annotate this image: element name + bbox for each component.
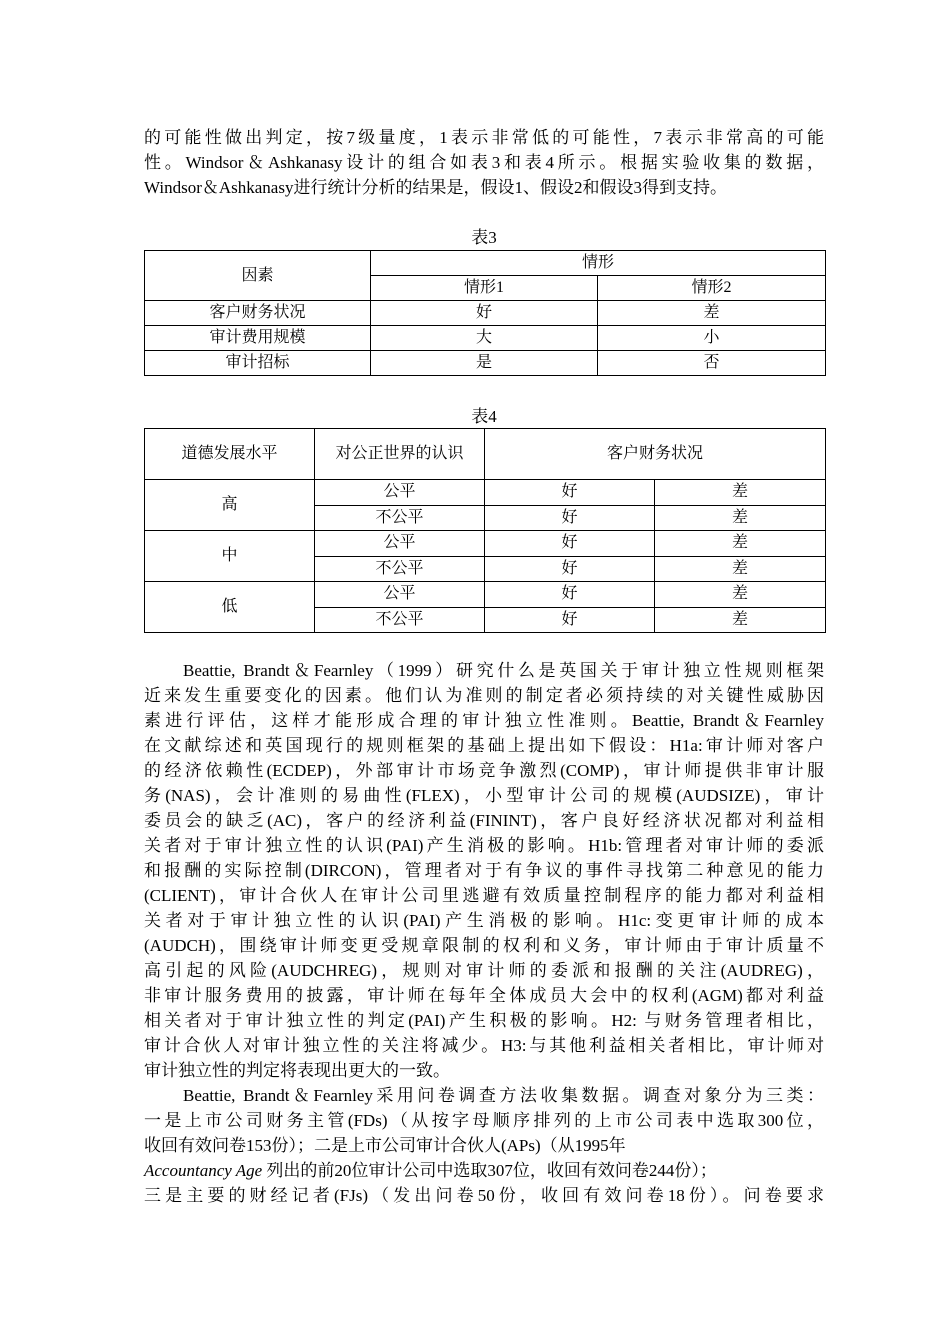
para-line: Beattie, Brandt＆Fearnley采用问卷调查方法收集数据。调查对象分为三类： — [183, 1086, 824, 1105]
table-cell: 公平 — [315, 582, 485, 608]
table-row — [145, 301, 826, 326]
para-line: 收回有效问卷153份）；二是上市公司审计合伙人(APs)（从1995年 — [144, 1136, 626, 1155]
para-line: 审计合伙人对审计独立性的关注将减少。H3:与其他利益相关者相比，审计师对 — [144, 1036, 824, 1055]
intro-line: 的可能性做出判定，按7级量度，1表示非常低的可能性，7表示非常高的可能 — [144, 128, 824, 147]
table-cell: 否 — [598, 351, 826, 376]
para-line: 委员会的缺乏(AC)，客户的经济利益(FININT)，客户良好经济状况都对利益相 — [144, 811, 824, 830]
table-cell: 小 — [598, 326, 826, 351]
table-cell: 公平 — [315, 480, 485, 506]
table-cell: 低 — [145, 582, 315, 633]
table-header: 情形2 — [598, 276, 826, 301]
table3-caption: 表3 — [471, 228, 497, 247]
table-row — [145, 351, 826, 376]
para-line-rest: 列出的前20位审计公司中选取307位，收回有效问卷244份）； — [262, 1161, 717, 1180]
para-line: (CLIENT)，审计合伙人在审计公司里逃避有效质量控制程序的能力都对利益相 — [144, 886, 824, 905]
para-line: 一是上市公司财务主管(FDs)（从按字母顺序排列的上市公司表中选取300位， — [144, 1111, 824, 1130]
para-line: 高引起的风险(AUDCHREG)，规则对审计师的委派和报酬的关注(AUDREG)， — [144, 961, 824, 980]
intro-line: Windsor＆Ashkanasy进行统计分析的结果是，假设1、假设2和假设3得到支持。 — [144, 178, 727, 197]
table4-caption: 表4 — [471, 407, 497, 426]
para-line: (AUDCH)，围绕审计师变更受规章限制的权利和义务，审计师由于审计质量不 — [144, 936, 824, 955]
table-cell: 好 — [485, 480, 655, 506]
table-cell: 公平 — [315, 531, 485, 557]
table-header: 对公正世界的认识 — [315, 429, 485, 480]
table-cell: 好 — [485, 505, 655, 531]
table-cell: 差 — [655, 607, 826, 633]
table-cell: 差 — [655, 531, 826, 557]
table-cell: 不公平 — [315, 505, 485, 531]
para-line — [144, 1158, 824, 1183]
intro-line: 性。Windsor＆Ashkanasy设计的组合如表3和表4所示。根据实验收集的数据， — [144, 153, 824, 172]
para-line: 相关者对于审计独立性的判定(PAI)产生积极的影响。H2: 与财务管理者相比， — [144, 1011, 824, 1030]
table-row — [145, 480, 826, 506]
table-row — [145, 326, 826, 351]
table-cell: 大 — [371, 326, 598, 351]
para-line: 近来发生重要变化的因素。他们认为准则的制定者必须持续的对关键性威胁因 — [144, 686, 824, 705]
para-line: 在文献综述和英国现行的规则框架的基础上提出如下假设：H1a:审计师对客户 — [144, 736, 824, 755]
para-line: 关者对于审计独立性的认识(PAI)产生消极的影响。H1b:管理者对审计师的委派 — [144, 836, 824, 855]
para-line: 的经济依赖性(ECDEP)，外部审计市场竞争激烈(COMP)，审计师提供非审计服 — [144, 761, 824, 780]
table-header: 因素 — [145, 251, 371, 301]
table-header: 客户财务状况 — [485, 429, 826, 480]
table-cell: 不公平 — [315, 556, 485, 582]
table-header: 道德发展水平 — [145, 429, 315, 480]
table-header: 情形 — [371, 251, 826, 276]
table-cell: 好 — [485, 582, 655, 608]
para-line: 关者对于审计独立性的认识(PAI)产生消极的影响。H1c:变更审计师的成本 — [144, 911, 824, 930]
table-header: 情形1 — [371, 276, 598, 301]
table-cell: 差 — [655, 480, 826, 506]
table-cell: 审计费用规模 — [145, 326, 371, 351]
table-cell: 差 — [655, 505, 826, 531]
table-cell: 好 — [371, 301, 598, 326]
para-line: Beattie, Brandt＆Fearnley（1999）研究什么是英国关于审计独立性规则框架 — [183, 661, 824, 680]
table-row — [145, 531, 826, 557]
table-cell: 好 — [485, 531, 655, 557]
table-cell: 不公平 — [315, 607, 485, 633]
table-cell: 中 — [145, 531, 315, 582]
table-cell: 好 — [485, 556, 655, 582]
table-cell: 差 — [655, 582, 826, 608]
table-cell: 高 — [145, 480, 315, 531]
table-cell: 审计招标 — [145, 351, 371, 376]
table-cell: 差 — [598, 301, 826, 326]
para-line: 审计独立性的判定将表现出更大的一致。 — [144, 1061, 450, 1080]
table-cell: 客户财务状况 — [145, 301, 371, 326]
para-line: 三是主要的财经记者(FJs)（发出问卷50份，收回有效问卷18份）。问卷要求 — [144, 1186, 824, 1205]
journal-name: Accountancy Age — [144, 1161, 263, 1180]
para-line: 非审计服务费用的披露，审计师在每年全体成员大会中的权利(AGM)都对利益 — [144, 986, 824, 1005]
table-cell: 好 — [485, 607, 655, 633]
para-line: 素进行评估，这样才能形成合理的审计独立性准则。Beattie, Brandt＆Fearnley — [144, 711, 824, 730]
table-cell: 是 — [371, 351, 598, 376]
table-4 — [144, 428, 826, 633]
table-cell: 差 — [655, 556, 826, 582]
table-3 — [144, 250, 826, 376]
para-line: 和报酬的实际控制(DIRCON)，管理者对于有争议的事件寻找第二种意见的能力 — [144, 861, 824, 880]
table-row — [145, 582, 826, 608]
para-line: 务(NAS)，会计准则的易曲性(FLEX)，小型审计公司的规模(AUDSIZE)，审计 — [144, 786, 824, 805]
